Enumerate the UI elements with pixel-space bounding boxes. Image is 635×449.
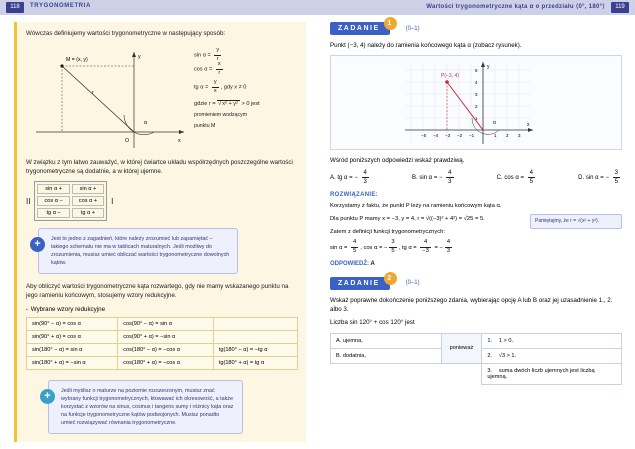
cell: cos(90° − α) = sin α: [118, 318, 214, 331]
svg-text:5: 5: [475, 68, 478, 73]
table-row: [27, 318, 298, 331]
cell: cos(90° + α) = −sin α: [118, 331, 214, 344]
svg-text:3: 3: [518, 133, 521, 138]
option-id: B.: [412, 175, 418, 182]
theory-box: [14, 22, 306, 442]
cell: tg(180° + α) = tg α: [213, 357, 297, 370]
cell: [213, 331, 297, 344]
task-2-option-b[interactable]: [331, 348, 442, 363]
den: 3: [363, 179, 367, 185]
cell: sin α +: [37, 184, 69, 194]
svg-text:r: r: [92, 90, 94, 96]
cell: tg α +: [72, 208, 104, 218]
svg-text:−4: −4: [433, 133, 439, 138]
intro-paragraph: Wówczas definiujemy wartości trygonometryczne w następujący sposób:: [26, 30, 226, 37]
cell: sin(90° + α) = cos α: [27, 331, 118, 344]
svg-text:−3: −3: [445, 133, 451, 138]
task-1-solution-line-3: Zatem z definicji funkcji trygonometrycznych:: [330, 229, 446, 235]
task-2-label: [330, 274, 393, 290]
reason-id: 1.: [487, 337, 492, 344]
svg-text:x: x: [178, 138, 181, 144]
reason-text: √3 > 1.: [498, 352, 517, 359]
task-2-question-2: Liczba sin 120° + cos 120° jest: [330, 318, 415, 326]
page-number-left: 118: [6, 2, 24, 13]
task-1-solution-heading: ROZWIĄZANIE:: [330, 192, 378, 198]
coordinate-figure: [26, 44, 298, 156]
task-2-number: 2: [384, 272, 397, 285]
callout-wrapper-2: [44, 380, 243, 434]
section-title: Wartości trygonometryczne kąta α o przedziału ⟨0°, 180°⟩: [426, 4, 605, 10]
task-1-option-b[interactable]: [412, 170, 456, 185]
task-1-number: 1: [384, 17, 397, 30]
callout-text-1: Jest to jedno z zagadnień, które należy zrozumieć lub zapamiętać – takiego schematu nie ma w tablicach maturalnych. Jeśli możliwy do zrozumienia, musisz umieć obliczać wartości trygonometryczne dowolnych kątów.: [51, 236, 230, 266]
bullet-reduction-formulas: ▪ Wybrane wzory redukcyjne: [26, 306, 298, 313]
right-column: [330, 22, 622, 385]
callout-note-2: [44, 380, 243, 434]
option-text: cos α =: [504, 175, 526, 182]
task-1-solution-line-1: Korzystamy z faktu, że punkt P leży na ramieniu końcowym kąta α.: [330, 203, 502, 209]
table-row: [27, 331, 298, 344]
svg-text:2: 2: [506, 133, 509, 138]
cell: tg α −: [37, 208, 69, 218]
formula-cos: cos α = $\frac{x}{r}$: [194, 61, 221, 76]
cell: sin(180° + α) = −sin α: [27, 357, 118, 370]
formula-tg: tg α = $\frac{y}{x}$ , gdy x ≠ 0: [194, 79, 247, 94]
table-row[interactable]: [331, 333, 622, 348]
task-1-header: [330, 22, 622, 35]
svg-text:O: O: [125, 138, 130, 144]
cell: cos α −: [37, 196, 69, 206]
svg-text:4: 4: [475, 80, 478, 85]
plus-icon: +: [30, 237, 45, 252]
cell: tg(180° − α) = −tg α: [213, 344, 297, 357]
cell: cos(180° − α) = −cos α: [118, 344, 214, 357]
option-id: D.: [578, 175, 585, 182]
table-row: [27, 344, 298, 357]
num: 3: [614, 170, 618, 176]
task-1-solution-row: [330, 211, 622, 237]
cell: cos α +: [72, 196, 104, 206]
paragraph-reduction: Aby obliczyć wartości trygonometryczne kąta rozwartego, gdy nie mamy wskazanego punktu na jego ramieniu końcowym, stosujemy wzory redukcyjne.: [26, 283, 289, 299]
formula-sin: sin α = $\frac{y}{r}$: [194, 47, 220, 62]
task-1-option-d[interactable]: [578, 170, 622, 185]
svg-text:−5: −5: [421, 133, 427, 138]
option-text: tg α = −: [337, 175, 358, 182]
svg-text:P(−3, 4): P(−3, 4): [441, 73, 459, 79]
task-1-graph-svg: [331, 56, 621, 150]
formula-r: gdzie r = √x² + y² > 0 jest: [194, 100, 260, 107]
cell: sin α +: [72, 184, 104, 194]
task-2-reason-1[interactable]: [482, 333, 622, 348]
task-1-options: [330, 170, 622, 185]
svg-text:−1: −1: [469, 133, 475, 138]
task-1-option-c[interactable]: [497, 170, 537, 185]
option-text: ujemna,: [342, 337, 363, 344]
quadrant-label-II: II: [26, 196, 31, 206]
left-column: [14, 22, 306, 442]
task-2-header: [330, 274, 622, 290]
task-1-question: Punkt (−3, 4) należy do ramienia końcowego kąta α (zobacz rysunek).: [330, 42, 522, 49]
reason-id: 3.: [487, 367, 492, 374]
den: 3: [448, 179, 452, 185]
svg-text:x: x: [527, 122, 530, 128]
page-header: [0, 0, 635, 15]
reduction-formula-table: [26, 317, 298, 370]
option-id: B.: [336, 352, 342, 359]
task-2-question-1: Wskaż poprawne dokończenie poniższego zdania, wybierając opcję A lub B oraz jej uzasadnienie 1., 2. albo 3.: [330, 296, 613, 313]
cell: cos(180° + α) = −cos α: [118, 357, 214, 370]
svg-text:3: 3: [475, 92, 478, 97]
num: 4: [363, 170, 367, 176]
option-text: sin α = −: [585, 175, 609, 182]
paragraph-quadrants: W związku z tym łatwo zauważyć, w której ćwiartce układu współrzędnych poszczególne wartości trygonometryczne są dodatnie, a w której ujemne.: [26, 159, 293, 175]
task-2-label-text: ZADANIE: [338, 279, 380, 287]
task-2-reason-2[interactable]: [482, 348, 622, 363]
task-2-option-a[interactable]: [331, 333, 442, 348]
quadrant-label-I: I: [111, 196, 114, 206]
task-2-connector: ponieważ: [441, 333, 482, 363]
den: 5: [529, 179, 533, 185]
page-number-right: 119: [611, 2, 629, 13]
task-1-answer-label: ODPOWIEDŹ:: [330, 260, 369, 267]
svg-text:2: 2: [475, 104, 478, 109]
svg-text:y: y: [138, 54, 141, 60]
task-1-label-text: ZADANIE: [338, 25, 380, 32]
task-1-graph: [330, 55, 622, 150]
svg-text:α: α: [493, 120, 496, 126]
task-1-solution-line-2: Dla punktu P mamy x = −3, y = 4, r = √((−3)² + 4²) = √25 = 5.: [330, 216, 485, 222]
cell: [213, 318, 297, 331]
task-1-answer: [330, 261, 622, 267]
reason-text: suma dwóch liczb ujemnych jest liczbą ujemną.: [487, 367, 595, 380]
svg-text:−2: −2: [457, 133, 463, 138]
option-text: sin α = −: [419, 175, 443, 182]
task-1: [330, 22, 622, 267]
svg-text:1: 1: [475, 116, 478, 121]
task-1-answer-value: A: [370, 260, 375, 267]
task-2-points: (0–1): [405, 280, 420, 287]
num: 4: [529, 170, 533, 176]
task-1-tip: Pamiętajmy, że r = √(x² + y²).: [530, 214, 622, 229]
task-2: [330, 274, 622, 385]
option-id: A.: [330, 175, 336, 182]
task-2-reason-3[interactable]: [482, 363, 622, 384]
option-id: A.: [336, 337, 342, 344]
table-row: [27, 357, 298, 370]
plus-icon: +: [40, 389, 55, 404]
formula-note-2: punktu M: [194, 122, 216, 129]
callout-note-1: [34, 228, 238, 274]
definition-formulas: [194, 48, 318, 132]
task-1-solution-fractions: sin α = $\frac{4}{5}$ , cos α = − $\frac{3}{5}$ , tg α = $\frac{4}{-3}$ = − $\frac{4}{3}$: [330, 239, 451, 254]
num: 4: [448, 170, 452, 176]
task-1-label: [330, 20, 393, 35]
option-id: C.: [496, 175, 503, 182]
quadrant-table-left: [34, 181, 107, 221]
task-1-option-a[interactable]: [330, 170, 371, 185]
callout-wrapper-1: [34, 228, 238, 274]
chapter-title: TRYGONOMETRIA: [30, 3, 91, 9]
reason-id: 2.: [487, 352, 492, 359]
table-row[interactable]: [331, 363, 622, 384]
task-2-table: [330, 333, 622, 385]
cell: sin(180° − α) = sin α: [27, 344, 118, 357]
svg-text:1: 1: [494, 133, 497, 138]
den: 5: [614, 179, 618, 185]
figure-svg: [26, 44, 194, 156]
cell: sin(90° − α) = cos α: [27, 318, 118, 331]
svg-text:M = (x, y): M = (x, y): [66, 57, 88, 63]
svg-text:α: α: [144, 120, 147, 126]
task-2-empty-cell: [331, 363, 442, 384]
task-1-prompt: Wśród poniższych odpowiedzi wskaż prawdziwą.: [330, 157, 465, 164]
option-text: dodatnia,: [342, 352, 366, 359]
task-2-empty-mid: [441, 363, 482, 384]
callout-text-2: Jeśli myślisz o maturze na poziomie rozszerzonym, musisz znać wybrany funkcji trygonometrycznych, ktowawać ich okresowość, a także korzystać z wzorów na sinus, cosinus i tangens sumy i różnicy kąta oraz na funkcje trygonometryczne kątów podwojonych. Musisz ponadto umieć rozwiązywać równania trygonometryczne.: [61, 388, 234, 426]
quadrant-sign-table: [26, 181, 298, 221]
formula-note-1: promieniem wodzącym: [194, 111, 248, 118]
task-1-points: (0–1): [405, 25, 420, 32]
reason-text: 1 > 0.: [498, 337, 514, 344]
svg-text:y: y: [487, 64, 490, 70]
